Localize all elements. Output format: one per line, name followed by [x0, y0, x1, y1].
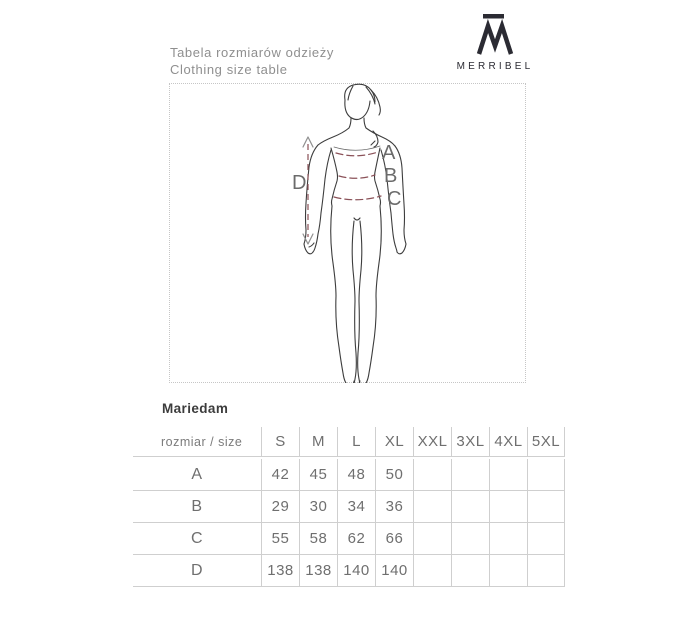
bust-line	[336, 152, 378, 156]
brand-logo	[450, 8, 555, 76]
row-label-a: A	[133, 459, 261, 491]
hip-line	[334, 196, 381, 200]
table-cell	[451, 523, 489, 555]
table-cell	[527, 523, 565, 555]
column-header-5xl: 5XL	[527, 427, 565, 457]
table-cell	[413, 491, 451, 523]
table-cell	[527, 555, 565, 587]
row-label-c: C	[133, 523, 261, 555]
column-header-4xl: 4XL	[489, 427, 527, 457]
table-cell	[489, 491, 527, 523]
hips-label: C	[387, 188, 403, 210]
table-cell: 62	[337, 523, 375, 555]
table-cell	[527, 491, 565, 523]
logo-brand-text: MERRIBEL	[456, 61, 534, 72]
table-cell	[451, 555, 489, 587]
table-cell: 140	[337, 555, 375, 587]
female-figure-sketch	[304, 84, 406, 383]
bust-label: A	[382, 142, 397, 164]
table-cell	[413, 523, 451, 555]
size-table-corner-label: rozmiar / size	[133, 427, 261, 457]
row-label-d: D	[133, 555, 261, 587]
table-cell: 55	[261, 523, 299, 555]
table-cell: 58	[299, 523, 337, 555]
table-cell: 42	[261, 459, 299, 491]
table-cell: 45	[299, 459, 337, 491]
length-label: D	[292, 172, 308, 194]
table-cell	[413, 459, 451, 491]
title-english: Clothing size table	[170, 62, 288, 77]
table-cell: 140	[375, 555, 413, 587]
table-cell	[489, 459, 527, 491]
table-cell	[489, 523, 527, 555]
top-edge-line	[334, 146, 380, 150]
table-cell	[451, 459, 489, 491]
logo-m-glyph	[479, 26, 511, 54]
table-cell	[527, 459, 565, 491]
column-header-xl: XL	[375, 427, 413, 457]
size-table	[133, 427, 565, 587]
logo-bar	[483, 14, 504, 19]
column-header-s: S	[261, 427, 299, 457]
body-measurement-diagram	[169, 83, 526, 383]
title-polish: Tabela rozmiarów odzieży	[170, 45, 334, 60]
page-title	[170, 44, 334, 78]
column-header-xxl: XXL	[413, 427, 451, 457]
column-header-m: M	[299, 427, 337, 457]
table-cell: 34	[337, 491, 375, 523]
table-cell: 48	[337, 459, 375, 491]
table-cell: 138	[299, 555, 337, 587]
logo-monogram-icon	[450, 8, 555, 76]
table-cell: 66	[375, 523, 413, 555]
waist-line	[339, 175, 375, 178]
table-cell	[451, 491, 489, 523]
row-label-b: B	[133, 491, 261, 523]
table-cell	[413, 555, 451, 587]
column-header-l: L	[337, 427, 375, 457]
column-header-3xl: 3XL	[451, 427, 489, 457]
table-cell: 30	[299, 491, 337, 523]
waist-label: B	[384, 165, 399, 187]
table-cell: 29	[261, 491, 299, 523]
table-cell	[489, 555, 527, 587]
table-cell: 50	[375, 459, 413, 491]
table-cell: 36	[375, 491, 413, 523]
table-cell: 138	[261, 555, 299, 587]
product-name: Mariedam	[162, 401, 229, 416]
